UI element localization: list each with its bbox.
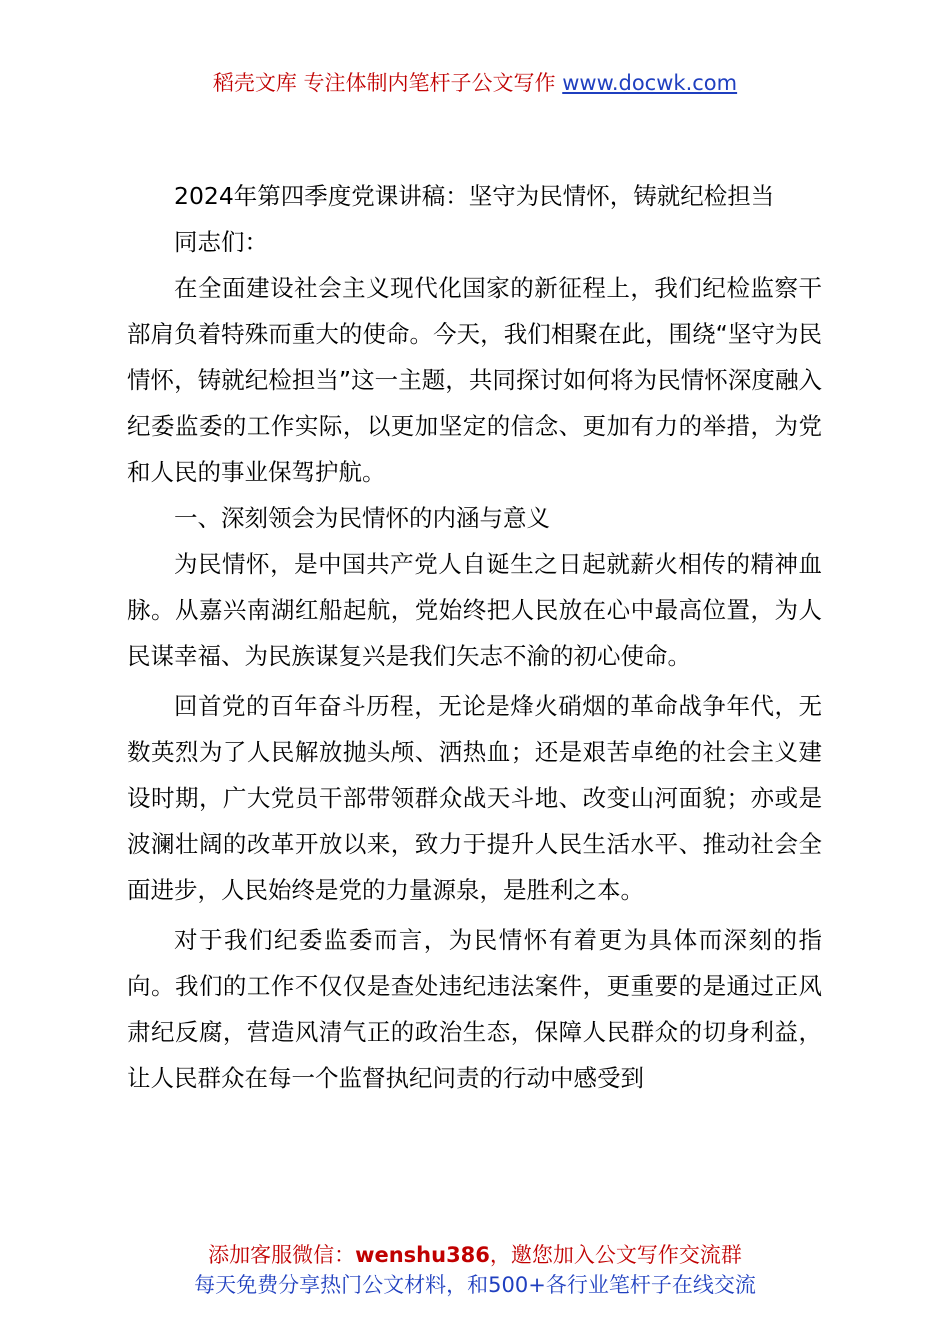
salutation: 同志们： [174, 228, 268, 256]
document-title: 2024年第四季度党课讲稿：坚守为民情怀，铸就纪检担当 [174, 182, 775, 210]
header-brand-text: 稻壳文库 专注体制内笔杆子公文写作 [212, 71, 563, 95]
footer-wechat-id: wenshu386 [355, 1243, 490, 1267]
footer-contact-suffix: ，邀您加入公文写作交流群 [489, 1243, 742, 1267]
footer-contact-prefix: 添加客服微信： [208, 1243, 356, 1267]
footer-promo-line: 每天免费分享热门公文材料，和500+各行业笔杆子在线交流 [194, 1273, 756, 1297]
page-footer [0, 1240, 950, 1300]
paragraph-3: 对于我们纪委监委而言，为民情怀有着更为具体而深刻的指向。我们的工作不仅仅是查处违纪违法案件，更重要的是通过正风肃纪反腐，营造风清气正的政治生态，保障人民群众的切身利益，让人民群众在每一个监督执纪问责的行动中感受到 [127, 926, 822, 1092]
paragraph-intro: 在全面建设社会主义现代化国家的新征程上，我们纪检监察干部肩负着特殊而重大的使命。今天，我们相聚在此，围绕“坚守为民情怀，铸就纪检担当”这一主题，共同探讨如何将为民情怀深度融入纪委监委的工作实际，以更加坚定的信念、更加有力的举措，为党和人民的事业保驾护航。 [127, 274, 822, 486]
document-body [127, 173, 822, 1101]
header-url-link[interactable]: www.docwk.com [562, 71, 738, 95]
footer-contact-line [0, 1240, 950, 1270]
section-heading-1: 一、深刻领会为民情怀的内涵与意义 [174, 504, 550, 532]
paragraph-2: 回首党的百年奋斗历程，无论是烽火硝烟的革命战争年代，无数英烈为了人民解放抛头颅、洒热血；还是艰苦卓绝的社会主义建设时期，广大党员干部带领群众战天斗地、改变山河面貌；亦或是波澜壮阔的改革开放以来，致力于提升人民生活水平、推动社会全面进步，人民始终是党的力量源泉，是胜利之本。 [127, 692, 822, 904]
paragraph-1: 为民情怀，是中国共产党人自诞生之日起就薪火相传的精神血脉。从嘉兴南湖红船起航，党始终把人民放在心中最高位置，为人民谋幸福、为民族谋复兴是我们矢志不渝的初心使命。 [127, 550, 822, 670]
page-header [0, 68, 950, 98]
